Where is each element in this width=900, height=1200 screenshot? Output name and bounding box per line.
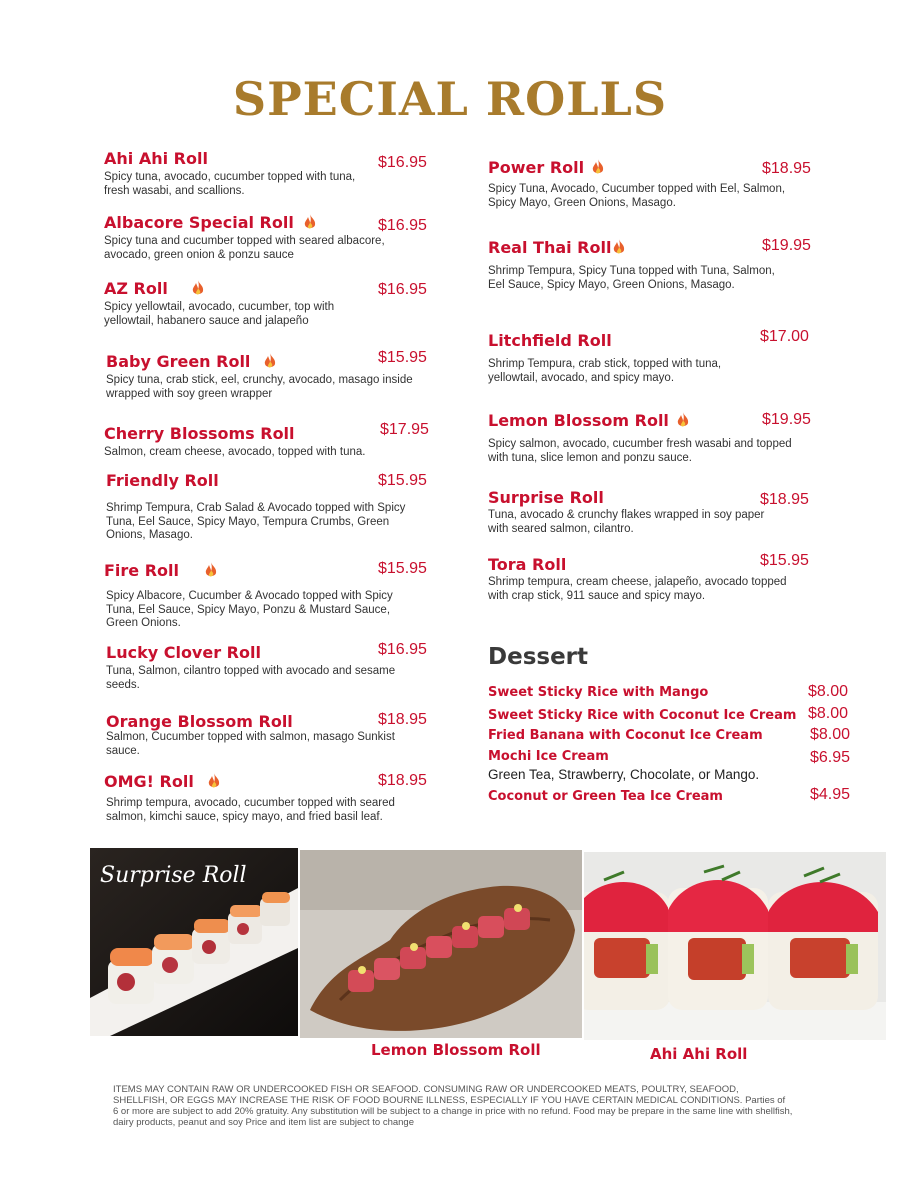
dessert-item-price: $8.00 xyxy=(808,683,849,700)
item-price: $18.95 xyxy=(378,711,427,728)
item-name: Friendly Roll xyxy=(106,471,219,490)
item-description: Spicy Albacore, Cucumber & Avocado topped with Spicy Tuna, Eel Sauce, Spicy Mayo, Ponzu & Mustard Sauce, Green Onions. xyxy=(106,590,393,629)
dessert-item-price: $6.95 xyxy=(810,749,851,766)
item-description: Shrimp tempura, cream cheese, jalapeño, avocado topped with crap stick, 911 sauce and spicy mayo. xyxy=(488,576,787,602)
item-price: $16.95 xyxy=(378,154,427,171)
photo-caption: Ahi Ahi Roll xyxy=(650,1045,748,1063)
item-description: Tuna, Salmon, cilantro topped with avocado and sesame seeds. xyxy=(106,665,396,691)
item-description: Shrimp Tempura, crab stick, topped with tuna, yellowtail, avocado, and spicy mayo. xyxy=(488,358,722,384)
dessert-item-price: $8.00 xyxy=(810,726,851,743)
item-price: $15.95 xyxy=(378,349,427,366)
surprise-roll-photo xyxy=(90,848,298,1036)
item-description: Spicy salmon, avocado, cucumber fresh wasabi and topped with tuna, slice lemon and ponzu sauce. xyxy=(488,438,792,464)
dessert-item-name: Sweet Sticky Rice with Coconut Ice Cream xyxy=(488,708,797,723)
dessert-mochi-flavors: Green Tea, Strawberry, Chocolate, or Mango. xyxy=(488,767,760,782)
item-name: Orange Blossom Roll xyxy=(106,712,293,731)
flame-icon xyxy=(613,239,625,255)
item-price: $15.95 xyxy=(378,560,427,577)
item-description: Shrimp Tempura, Spicy Tuna topped with Tuna, Salmon, Eel Sauce, Spicy Mayo, Green Onions, Masago. xyxy=(488,265,775,291)
item-name: Power Roll xyxy=(488,158,585,177)
item-description: Spicy tuna and cucumber topped with seared albacore, avocado, green onion & ponzu sauce xyxy=(104,235,385,261)
lemon-blossom-roll-photo xyxy=(300,850,582,1038)
item-price: $17.95 xyxy=(380,421,429,438)
item-price: $18.95 xyxy=(378,772,427,789)
item-price: $16.95 xyxy=(378,217,427,234)
item-description: Spicy yellowtail, avocado, cucumber, top with yellowtail, habanero sauce and jalapeño xyxy=(104,301,335,327)
item-price: $19.95 xyxy=(762,237,811,254)
item-name: Lucky Clover Roll xyxy=(106,643,261,662)
item-description: Spicy tuna, crab stick, eel, crunchy, avocado, masago inside wrapped with soy green wrapper xyxy=(106,374,413,400)
item-description: Spicy tuna, avocado, cucumber topped with tuna, fresh wasabi, and scallions. xyxy=(104,171,356,197)
dessert-item-price: $4.95 xyxy=(810,786,851,803)
item-price: $19.95 xyxy=(762,411,811,428)
item-description: Salmon, cream cheese, avocado, topped with tuna. xyxy=(104,446,366,458)
item-name: Fire Roll xyxy=(104,561,180,580)
flame-icon xyxy=(304,214,316,230)
item-price: $16.95 xyxy=(378,641,427,658)
item-description: Shrimp tempura, avocado, cucumber topped with seared salmon, kimchi sauce, spicy mayo, and fried basil leaf. xyxy=(106,797,395,823)
item-price: $15.95 xyxy=(378,472,427,489)
item-name: OMG! Roll xyxy=(104,772,194,791)
item-name: Albacore Special Roll xyxy=(104,213,294,232)
item-name: Cherry Blossoms Roll xyxy=(104,424,295,443)
item-description: Shrimp Tempura, Crab Salad & Avocado topped with Spicy Tuna, Eel Sauce, Spicy Mayo, Tempura Crumbs, Green Onions, Masago. xyxy=(106,502,406,541)
item-description: Spicy Tuna, Avocado, Cucumber topped with Eel, Salmon, Spicy Mayo, Green Onions, Masago. xyxy=(488,183,786,209)
dessert-item-name: Coconut or Green Tea Ice Cream xyxy=(488,789,723,804)
dessert-item-price: $8.00 xyxy=(808,705,849,722)
dessert-item-name: Mochi Ice Cream xyxy=(488,749,609,764)
flame-icon xyxy=(677,412,689,428)
item-price: $18.95 xyxy=(762,160,811,177)
item-name: Surprise Roll xyxy=(488,488,604,507)
photo-overlay-text: Surprise Roll xyxy=(100,863,247,888)
item-price: $15.95 xyxy=(760,552,809,569)
item-description: Tuna, avocado & crunchy flakes wrapped in soy paper with seared salmon, cilantro. xyxy=(488,509,765,535)
flame-icon xyxy=(205,562,217,578)
item-name: Ahi Ahi Roll xyxy=(104,149,208,168)
item-description: Salmon, Cucumber topped with salmon, masago Sunkist sauce. xyxy=(106,731,395,757)
flame-icon xyxy=(192,280,204,296)
photo-caption: Lemon Blossom Roll xyxy=(371,1041,541,1059)
dessert-heading: Dessert xyxy=(488,644,589,670)
dessert-item-name: Fried Banana with Coconut Ice Cream xyxy=(488,728,763,743)
flame-icon xyxy=(592,159,604,175)
flame-icon xyxy=(264,353,276,369)
item-name: Baby Green Roll xyxy=(106,352,251,371)
flame-icon xyxy=(208,773,220,789)
ahi-ahi-roll-photo xyxy=(584,852,886,1040)
item-price: $18.95 xyxy=(760,491,809,508)
page-title: SPECIAL ROLLS xyxy=(232,72,668,126)
item-name: Litchfield Roll xyxy=(488,331,612,350)
item-name: Tora Roll xyxy=(488,555,567,574)
item-name: Real Thai Roll xyxy=(488,238,612,257)
item-price: $16.95 xyxy=(378,281,427,298)
item-name: Lemon Blossom Roll xyxy=(488,411,669,430)
dessert-item-name: Sweet Sticky Rice with Mango xyxy=(488,685,709,700)
disclaimer-text: ITEMS MAY CONTAIN RAW OR UNDERCOOKED FISH OR SEAFOOD. CONSUMING RAW OR UNDERCOOKED MEATS, POULTRY, SEAFOOD, SHELLFISH, OR EGGS MAY INCREASE THE RISK OF FOOD BOURNE ILLNESS, ESPECIALLY IF YOU HAVE CERTAIN MEDICAL CONDITIONS. Parties of 6 or more are subject to add 20% gratuity. Any substitution will be subject to a change in price with no refund. Food may be prepare in the same line with shellfish, dairy products, peanut and soy Price and item list are subject to change xyxy=(113,1084,793,1128)
item-price: $17.00 xyxy=(760,328,809,345)
item-name: AZ Roll xyxy=(104,279,168,298)
